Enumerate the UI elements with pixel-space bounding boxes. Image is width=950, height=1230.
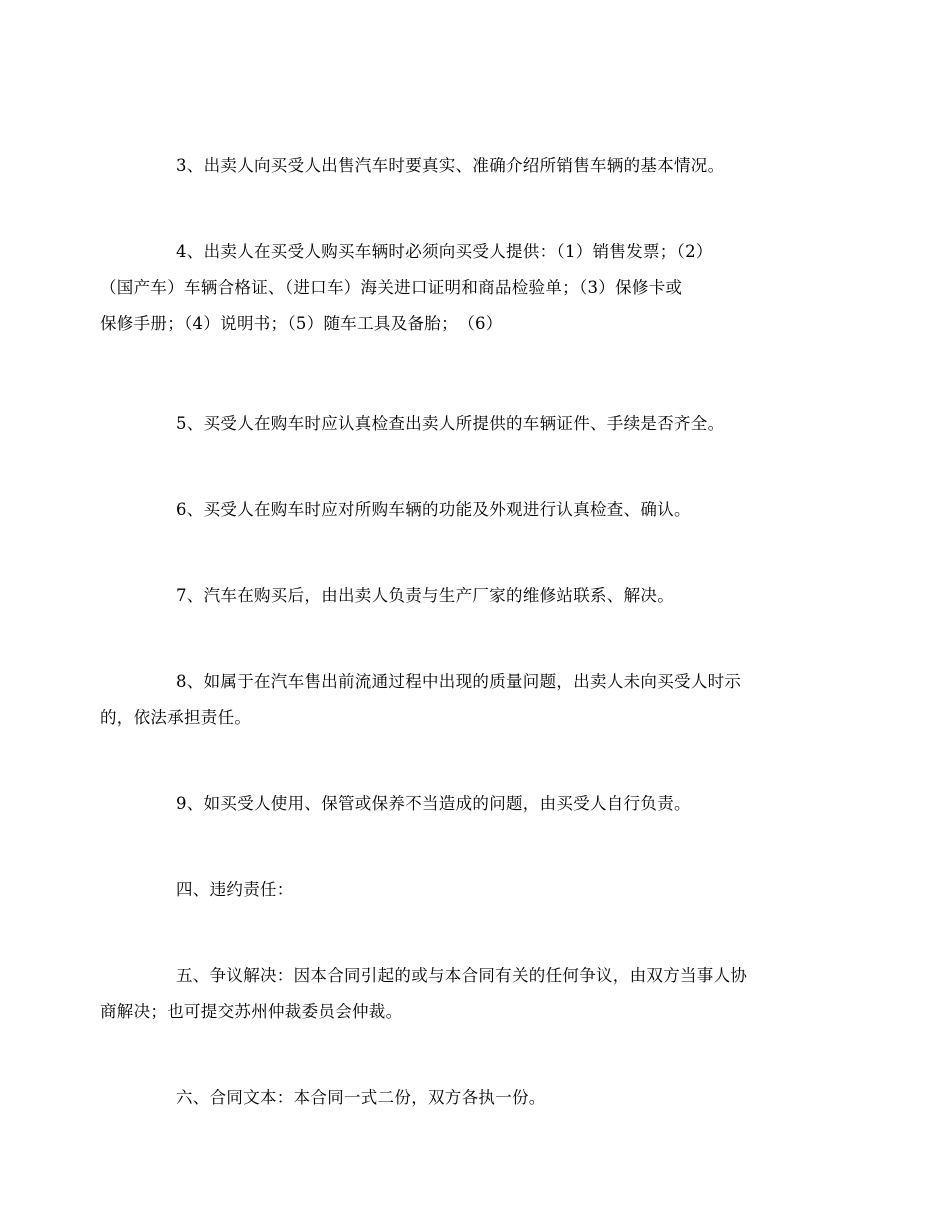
clause-3-paragraph — [138, 148, 818, 184]
clause-9-line-1: 9、如买受人使用、保管或保养不当造成的问题，由买受人自行负责。 — [176, 794, 691, 813]
clause-9-paragraph — [138, 786, 818, 822]
section-4-heading — [138, 872, 818, 908]
section-5-paragraph — [100, 958, 818, 1030]
clause-7-paragraph — [138, 578, 818, 614]
clause-4-line-2: （国产车）车辆合格证、（进口车）海关进口证明和商品检验单；（3）保修卡或 — [100, 278, 683, 297]
clause-8-line-1: 8、如属于在汽车售出前流通过程中出现的质量问题，出卖人未向买受人时示 — [176, 672, 742, 691]
clause-8-paragraph — [100, 664, 818, 736]
clause-8-line-2: 的，依法承担责任。 — [100, 708, 252, 727]
clause-4-line-3: 保修手册；（4）说明书；（5）随车工具及备胎； （6） — [100, 314, 503, 333]
clause-5-line-1: 5、买受人在购车时应认真检查出卖人所提供的车辆证件、手续是否齐全。 — [176, 414, 725, 433]
clause-7-line-1: 7、汽车在购买后，由出卖人负责与生产厂家的维修站联系、解决。 — [176, 586, 674, 605]
clause-5-paragraph — [138, 406, 818, 442]
clause-4-line-1: 4、出卖人在买受人购买车辆时必须向买受人提供：（1）销售发票；（2） — [176, 242, 713, 261]
clause-4-paragraph — [100, 234, 818, 342]
section-6-line-1: 六、合同文本：本合同一式二份，双方各执一份。 — [176, 1088, 546, 1107]
section-4-line-1: 四、违约责任： — [176, 880, 294, 899]
clause-3-line-1: 3、出卖人向买受人出售汽车时要真实、准确介绍所销售车辆的基本情况。 — [176, 156, 725, 175]
clause-6-paragraph — [138, 492, 818, 528]
section-5-line-2: 商解决；也可提交苏州仲裁委员会仲裁。 — [100, 1002, 403, 1021]
section-6-paragraph — [138, 1080, 818, 1116]
clause-6-line-1: 6、买受人在购车时应对所购车辆的功能及外观进行认真检查、确认。 — [176, 500, 691, 519]
section-5-line-1: 五、争议解决：因本合同引起的或与本合同有关的任何争议，由双方当事人协 — [176, 966, 748, 985]
